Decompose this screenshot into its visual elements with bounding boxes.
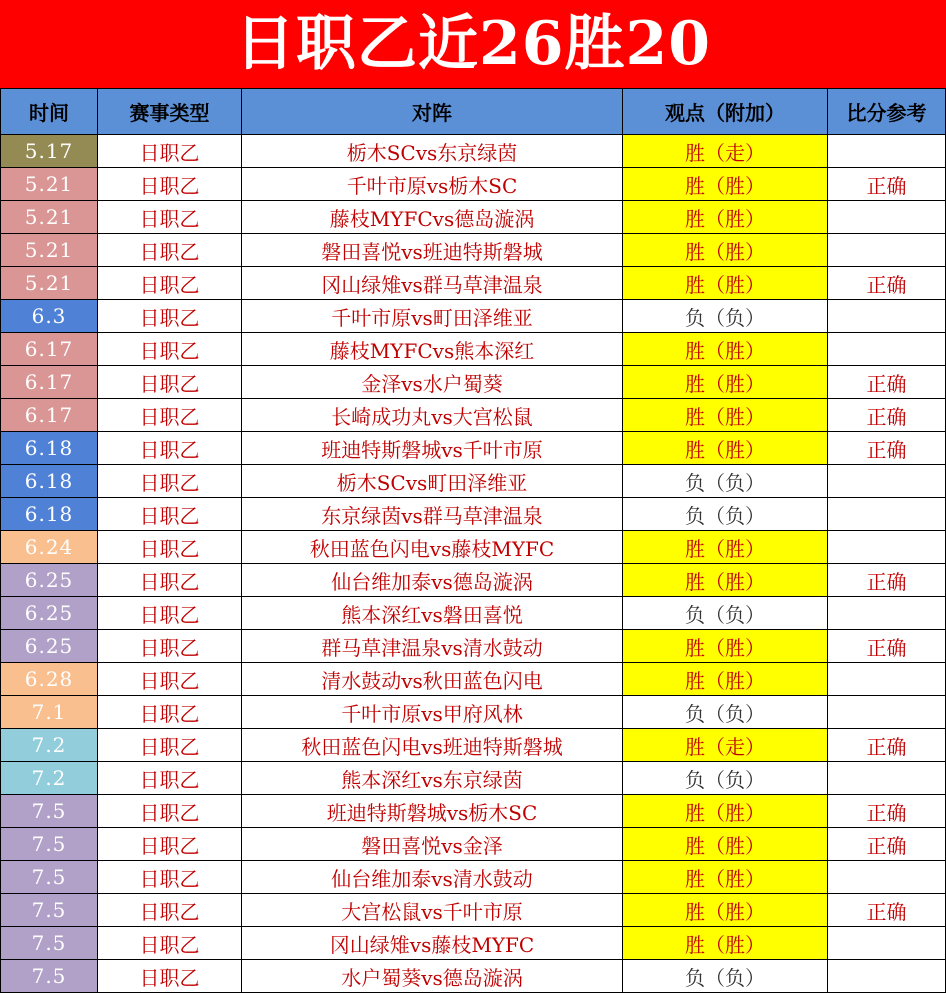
score-ref-cell: 正确	[828, 729, 946, 762]
score-ref-cell	[828, 135, 946, 168]
league-cell: 日职乙	[98, 696, 242, 729]
league-cell: 日职乙	[98, 201, 242, 234]
league-cell: 日职乙	[98, 762, 242, 795]
match-cell: 藤枝MYFCvs德岛漩涡	[242, 201, 623, 234]
match-cell: 东京绿茵vs群马草津温泉	[242, 498, 623, 531]
date-cell: 6.25	[1, 597, 98, 630]
league-cell: 日职乙	[98, 630, 242, 663]
league-cell: 日职乙	[98, 828, 242, 861]
table-row	[1, 267, 946, 300]
match-cell: 班迪特斯磐城vs千叶市原	[242, 432, 623, 465]
score-ref-cell	[828, 762, 946, 795]
match-cell: 冈山绿雉vs藤枝MYFC	[242, 927, 623, 960]
column-header-match: 对阵	[242, 89, 623, 135]
league-cell: 日职乙	[98, 168, 242, 201]
date-cell: 5.21	[1, 168, 98, 201]
league-cell: 日职乙	[98, 399, 242, 432]
league-cell: 日职乙	[98, 960, 242, 993]
table-row	[1, 432, 946, 465]
league-cell: 日职乙	[98, 498, 242, 531]
table-row	[1, 168, 946, 201]
table-row	[1, 927, 946, 960]
table-row	[1, 696, 946, 729]
date-cell: 6.18	[1, 498, 98, 531]
league-cell: 日职乙	[98, 531, 242, 564]
match-cell: 大宫松鼠vs千叶市原	[242, 894, 623, 927]
league-cell: 日职乙	[98, 795, 242, 828]
table-row	[1, 597, 946, 630]
table-row	[1, 366, 946, 399]
date-cell: 7.1	[1, 696, 98, 729]
date-cell: 7.5	[1, 861, 98, 894]
table-row	[1, 729, 946, 762]
match-cell: 群马草津温泉vs清水鼓动	[242, 630, 623, 663]
table-row	[1, 894, 946, 927]
league-cell: 日职乙	[98, 861, 242, 894]
table-row	[1, 861, 946, 894]
score-ref-cell	[828, 960, 946, 993]
table-row	[1, 828, 946, 861]
table-row	[1, 201, 946, 234]
date-cell: 6.25	[1, 630, 98, 663]
table-body	[1, 135, 946, 993]
column-header-date: 时间	[1, 89, 98, 135]
date-cell: 6.24	[1, 531, 98, 564]
match-cell: 藤枝MYFCvs熊本深红	[242, 333, 623, 366]
view-cell: 胜（胜）	[623, 861, 828, 894]
view-cell: 负（负）	[623, 597, 828, 630]
table-row	[1, 762, 946, 795]
match-cell: 熊本深红vs磐田喜悦	[242, 597, 623, 630]
match-cell: 千叶市原vs栃木SC	[242, 168, 623, 201]
view-cell: 胜（胜）	[623, 432, 828, 465]
table-row	[1, 465, 946, 498]
date-cell: 7.5	[1, 927, 98, 960]
league-cell: 日职乙	[98, 300, 242, 333]
score-ref-cell: 正确	[828, 828, 946, 861]
score-ref-cell: 正确	[828, 267, 946, 300]
view-cell: 负（负）	[623, 762, 828, 795]
score-ref-cell	[828, 201, 946, 234]
table-row	[1, 234, 946, 267]
table-row	[1, 564, 946, 597]
date-cell: 7.5	[1, 795, 98, 828]
view-cell: 胜（走）	[623, 729, 828, 762]
date-cell: 6.17	[1, 333, 98, 366]
table-row	[1, 531, 946, 564]
score-ref-cell	[828, 597, 946, 630]
match-cell: 仙台维加泰vs德岛漩涡	[242, 564, 623, 597]
league-cell: 日职乙	[98, 564, 242, 597]
score-ref-cell	[828, 465, 946, 498]
score-ref-cell	[828, 663, 946, 696]
match-cell: 秋田蓝色闪电vs班迪特斯磐城	[242, 729, 623, 762]
view-cell: 胜（胜）	[623, 663, 828, 696]
league-cell: 日职乙	[98, 234, 242, 267]
score-ref-cell	[828, 927, 946, 960]
view-cell: 胜（胜）	[623, 201, 828, 234]
match-cell: 栃木SCvs东京绿茵	[242, 135, 623, 168]
match-cell: 金泽vs水户蜀葵	[242, 366, 623, 399]
match-cell: 栃木SCvs町田泽维亚	[242, 465, 623, 498]
match-cell: 班迪特斯磐城vs栃木SC	[242, 795, 623, 828]
table-row	[1, 399, 946, 432]
score-ref-cell: 正确	[828, 795, 946, 828]
view-cell: 胜（胜）	[623, 168, 828, 201]
date-cell: 7.2	[1, 762, 98, 795]
score-ref-cell	[828, 333, 946, 366]
date-cell: 6.18	[1, 432, 98, 465]
score-ref-cell	[828, 498, 946, 531]
view-cell: 胜（胜）	[623, 333, 828, 366]
league-cell: 日职乙	[98, 465, 242, 498]
score-ref-cell: 正确	[828, 894, 946, 927]
view-cell: 胜（胜）	[623, 234, 828, 267]
score-ref-cell	[828, 234, 946, 267]
score-ref-cell	[828, 696, 946, 729]
view-cell: 胜（胜）	[623, 630, 828, 663]
results-table	[0, 88, 946, 993]
league-cell: 日职乙	[98, 927, 242, 960]
date-cell: 5.21	[1, 234, 98, 267]
league-cell: 日职乙	[98, 663, 242, 696]
table-header-row	[1, 89, 946, 135]
table-row	[1, 300, 946, 333]
view-cell: 胜（胜）	[623, 564, 828, 597]
date-cell: 6.25	[1, 564, 98, 597]
match-cell: 千叶市原vs甲府风林	[242, 696, 623, 729]
view-cell: 负（负）	[623, 498, 828, 531]
date-cell: 6.17	[1, 366, 98, 399]
score-ref-cell: 正确	[828, 630, 946, 663]
view-cell: 胜（胜）	[623, 531, 828, 564]
league-cell: 日职乙	[98, 267, 242, 300]
view-cell: 胜（胜）	[623, 399, 828, 432]
match-cell: 千叶市原vs町田泽维亚	[242, 300, 623, 333]
date-cell: 6.18	[1, 465, 98, 498]
view-cell: 胜（胜）	[623, 267, 828, 300]
table-row	[1, 960, 946, 993]
date-cell: 6.28	[1, 663, 98, 696]
view-cell: 胜（胜）	[623, 366, 828, 399]
table-row	[1, 333, 946, 366]
view-cell: 负（负）	[623, 960, 828, 993]
date-cell: 6.17	[1, 399, 98, 432]
league-cell: 日职乙	[98, 333, 242, 366]
score-ref-cell	[828, 861, 946, 894]
column-header-view: 观点（附加）	[623, 89, 828, 135]
league-cell: 日职乙	[98, 894, 242, 927]
view-cell: 负（负）	[623, 696, 828, 729]
score-ref-cell: 正确	[828, 399, 946, 432]
match-cell: 水户蜀葵vs德岛漩涡	[242, 960, 623, 993]
league-cell: 日职乙	[98, 729, 242, 762]
date-cell: 7.5	[1, 894, 98, 927]
table-row	[1, 498, 946, 531]
view-cell: 胜（胜）	[623, 927, 828, 960]
page-title: 日职乙近26胜20	[0, 0, 946, 88]
view-cell: 胜（胜）	[623, 795, 828, 828]
league-cell: 日职乙	[98, 366, 242, 399]
league-cell: 日职乙	[98, 432, 242, 465]
view-cell: 胜（走）	[623, 135, 828, 168]
date-cell: 5.21	[1, 267, 98, 300]
match-cell: 仙台维加泰vs清水鼓动	[242, 861, 623, 894]
table-row	[1, 663, 946, 696]
match-cell: 冈山绿雉vs群马草津温泉	[242, 267, 623, 300]
score-ref-cell	[828, 300, 946, 333]
table-row	[1, 135, 946, 168]
score-ref-cell: 正确	[828, 432, 946, 465]
view-cell: 负（负）	[623, 300, 828, 333]
table-row	[1, 630, 946, 663]
date-cell: 5.21	[1, 201, 98, 234]
match-cell: 秋田蓝色闪电vs藤枝MYFC	[242, 531, 623, 564]
score-ref-cell: 正确	[828, 168, 946, 201]
date-cell: 6.3	[1, 300, 98, 333]
date-cell: 7.5	[1, 828, 98, 861]
match-cell: 磐田喜悦vs班迪特斯磐城	[242, 234, 623, 267]
match-cell: 清水鼓动vs秋田蓝色闪电	[242, 663, 623, 696]
date-cell: 5.17	[1, 135, 98, 168]
score-ref-cell: 正确	[828, 366, 946, 399]
date-cell: 7.2	[1, 729, 98, 762]
score-ref-cell: 正确	[828, 564, 946, 597]
match-cell: 熊本深红vs东京绿茵	[242, 762, 623, 795]
date-cell: 7.5	[1, 960, 98, 993]
view-cell: 负（负）	[623, 465, 828, 498]
league-cell: 日职乙	[98, 597, 242, 630]
match-cell: 长崎成功丸vs大宫松鼠	[242, 399, 623, 432]
league-cell: 日职乙	[98, 135, 242, 168]
view-cell: 胜（胜）	[623, 828, 828, 861]
match-cell: 磐田喜悦vs金泽	[242, 828, 623, 861]
column-header-score-ref: 比分参考	[828, 89, 946, 135]
view-cell: 胜（胜）	[623, 894, 828, 927]
table-row	[1, 795, 946, 828]
column-header-league: 赛事类型	[98, 89, 242, 135]
score-ref-cell	[828, 531, 946, 564]
